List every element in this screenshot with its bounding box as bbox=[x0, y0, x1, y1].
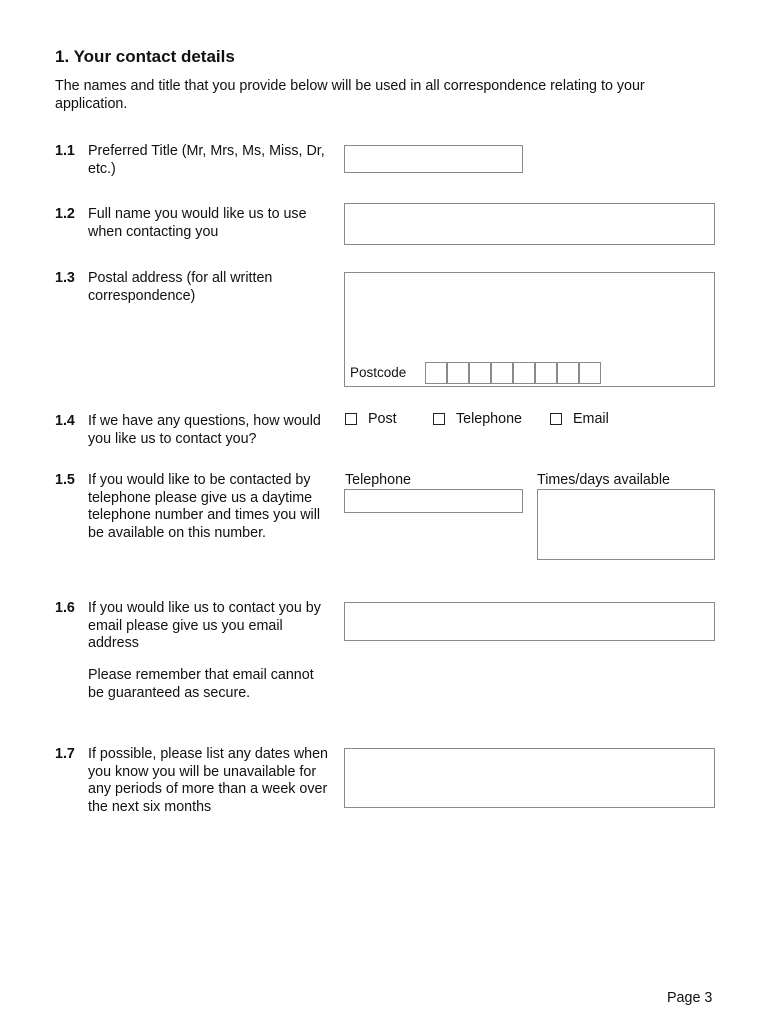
preferred-title-input[interactable] bbox=[344, 145, 523, 173]
unavailable-dates-field[interactable] bbox=[344, 748, 715, 808]
section-title: 1. Your contact details bbox=[55, 47, 235, 66]
question-number: 1.3 bbox=[55, 270, 75, 286]
question-text: Postal address (for all written correspondence) bbox=[88, 270, 273, 304]
question-text: If possible, please list any dates when you know you will be unavailable for any periods of more than a week over the next six months bbox=[88, 746, 329, 815]
question-text: If you would like to be contacted by telephone please give us a daytime telephone number and times you will be available on this number. bbox=[88, 472, 321, 541]
question-number: 1.4 bbox=[55, 413, 75, 429]
question-number: 1.6 bbox=[55, 600, 75, 616]
question-text: Preferred Title (Mr, Mrs, Ms, Miss, Dr, etc.) bbox=[88, 143, 325, 177]
question-text: If we have any questions, how would you like us to contact you? bbox=[88, 413, 321, 447]
email-input[interactable] bbox=[344, 602, 715, 641]
times-available-label: Times/days available bbox=[537, 472, 670, 488]
post-checkbox[interactable] bbox=[345, 413, 357, 425]
postcode-label: Postcode bbox=[350, 365, 407, 380]
telephone-label: Telephone bbox=[345, 472, 411, 488]
telephone-option-label: Telephone bbox=[456, 411, 522, 427]
telephone-input[interactable] bbox=[344, 489, 523, 513]
section-intro: The names and title that you provide below will be used in all correspondence relating to your application. bbox=[55, 78, 645, 112]
email-option-label: Email bbox=[573, 411, 609, 427]
question-text: If you would like us to contact you by email please give us you email address bbox=[88, 600, 321, 651]
post-option-label: Post bbox=[368, 411, 397, 427]
postcode-input[interactable] bbox=[425, 362, 601, 384]
telephone-checkbox[interactable] bbox=[433, 413, 445, 425]
question-number: 1.7 bbox=[55, 746, 75, 762]
times-available-field[interactable] bbox=[537, 489, 715, 560]
question-number: 1.1 bbox=[55, 143, 75, 159]
email-checkbox[interactable] bbox=[550, 413, 562, 425]
email-security-note: Please remember that email cannot be guaranteed as secure. bbox=[88, 667, 314, 701]
full-name-input[interactable] bbox=[344, 203, 715, 245]
page-number: Page 3 bbox=[667, 990, 713, 1006]
question-number: 1.2 bbox=[55, 206, 75, 222]
question-number: 1.5 bbox=[55, 472, 75, 488]
question-text: Full name you would like us to use when contacting you bbox=[88, 206, 307, 240]
